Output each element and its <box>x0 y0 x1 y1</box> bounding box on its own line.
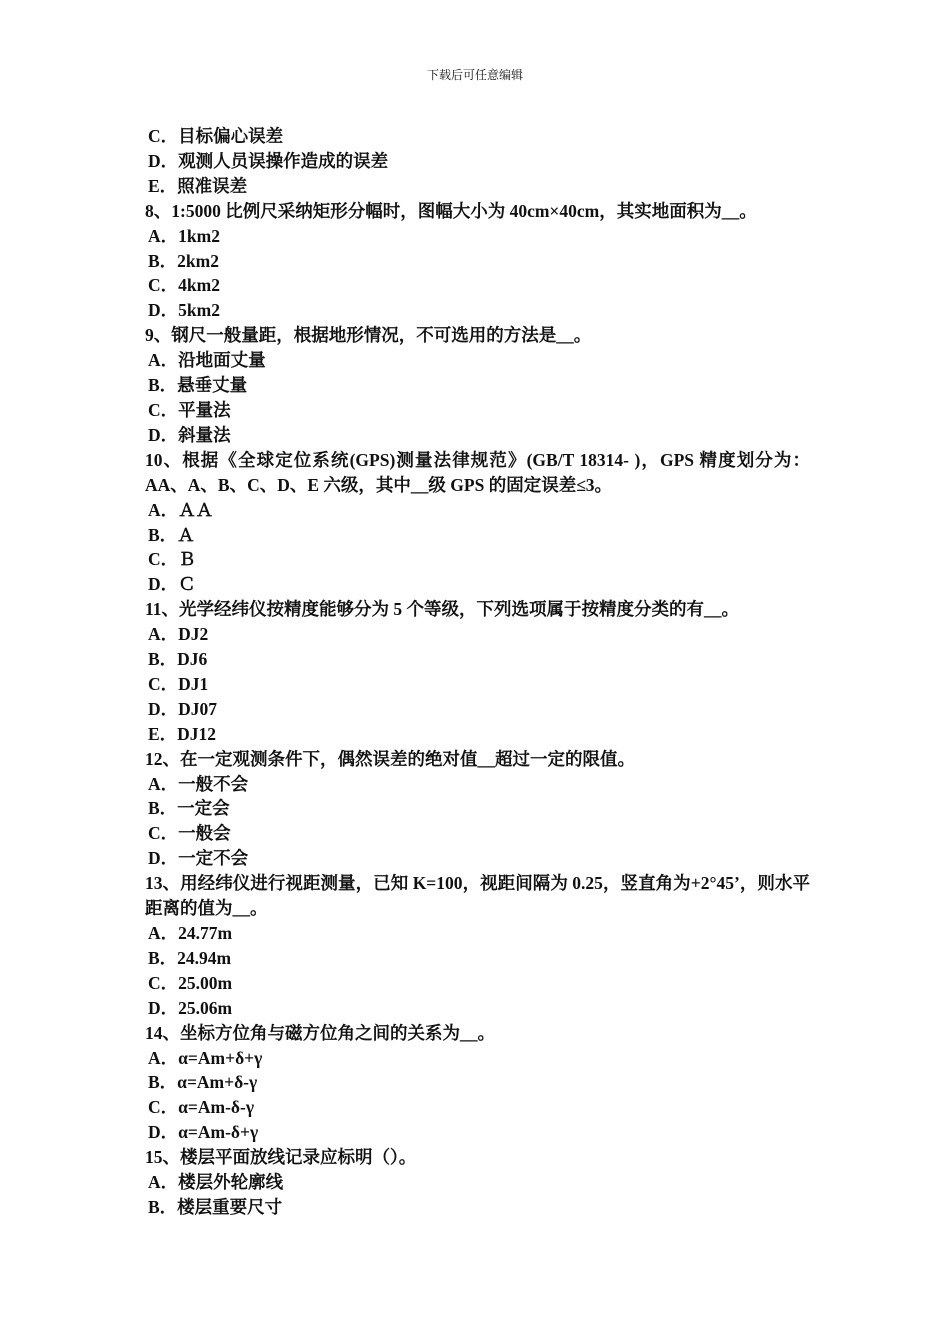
answer-option: C．4km2 <box>148 275 220 296</box>
answer-option: A．DJ2 <box>148 624 209 645</box>
answer-option: D．25.06m <box>148 997 233 1018</box>
answer-option: A．楼层外轮廓线 <box>148 1172 284 1193</box>
answer-option: D．斜量法 <box>148 424 231 445</box>
answer-option: D．Ｃ <box>148 574 196 595</box>
answer-option: C．α=Am-δ-γ <box>148 1097 255 1118</box>
answer-option: D．5km2 <box>148 300 220 321</box>
answer-option: B．Ａ <box>148 524 195 545</box>
answer-option: A．ＡＡ <box>148 499 214 520</box>
answer-option: E．DJ12 <box>148 723 217 744</box>
question-text: 9、钢尺一般量距，根据地形情况，不可选用的方法是__。 <box>145 325 592 346</box>
answer-option: D．DJ07 <box>148 698 218 719</box>
answer-option: C．平量法 <box>148 399 231 420</box>
answer-option: C．Ｂ <box>148 549 196 570</box>
answer-option: A．沿地面丈量 <box>148 350 266 371</box>
answer-option: B．α=Am+δ-γ <box>148 1072 258 1093</box>
question-text: 15、楼层平面放线记录应标明（）。 <box>145 1147 417 1168</box>
answer-option: E．照准误差 <box>148 175 248 196</box>
question-text: 12、在一定观测条件下，偶然误差的绝对值__超过一定的限值。 <box>145 748 635 769</box>
answer-option: B．DJ6 <box>148 649 208 670</box>
answer-option: C．25.00m <box>148 972 233 993</box>
answer-option: B．一定会 <box>148 798 230 819</box>
answer-option: A．一般不会 <box>148 773 249 794</box>
answer-option: B．24.94m <box>148 947 232 968</box>
answer-option: B．2km2 <box>148 250 219 271</box>
answer-option: D．一定不会 <box>148 848 249 869</box>
question-text: 13、用经纬仪进行视距测量，已知 K=100，视距间隔为 0.25，竖直角为+2°45’，则水平距离的值为__。 <box>145 873 810 919</box>
answer-option: D．观测人员误操作造成的误差 <box>148 150 389 171</box>
question-text: 8、1:5000 比例尺采纳矩形分幅时，图幅大小为 40cm×40cm，其实地面积为__。 <box>145 200 757 221</box>
question-text: 10、根据《全球定位系统(GPS)测量法律规范》(GB/T 18314- )，GPS 精度划分为：AA、A、B、C、D、E 六级，其中__级 GPS 的固定误差≤3。 <box>145 449 810 495</box>
question-list <box>145 124 810 1220</box>
answer-option: D．α=Am-δ+γ <box>148 1122 259 1143</box>
page-header: 下载后可任意编辑 <box>426 68 523 82</box>
answer-option: A．1km2 <box>148 225 220 246</box>
answer-option: C．一般会 <box>148 823 231 844</box>
answer-option: B．悬垂丈量 <box>148 375 248 396</box>
answer-option: A．α=Am+δ+γ <box>148 1047 263 1068</box>
answer-option: B．楼层重要尺寸 <box>148 1196 283 1217</box>
question-text: 14、坐标方位角与磁方位角之间的关系为__。 <box>145 1022 495 1043</box>
answer-option: A．24.77m <box>148 923 233 943</box>
answer-option: C．DJ1 <box>148 673 209 694</box>
answer-option: C．目标偏心误差 <box>148 126 284 146</box>
question-text: 11、光学经纬仪按精度能够分为 5 个等级，下列选项属于按精度分类的有__。 <box>145 599 740 620</box>
